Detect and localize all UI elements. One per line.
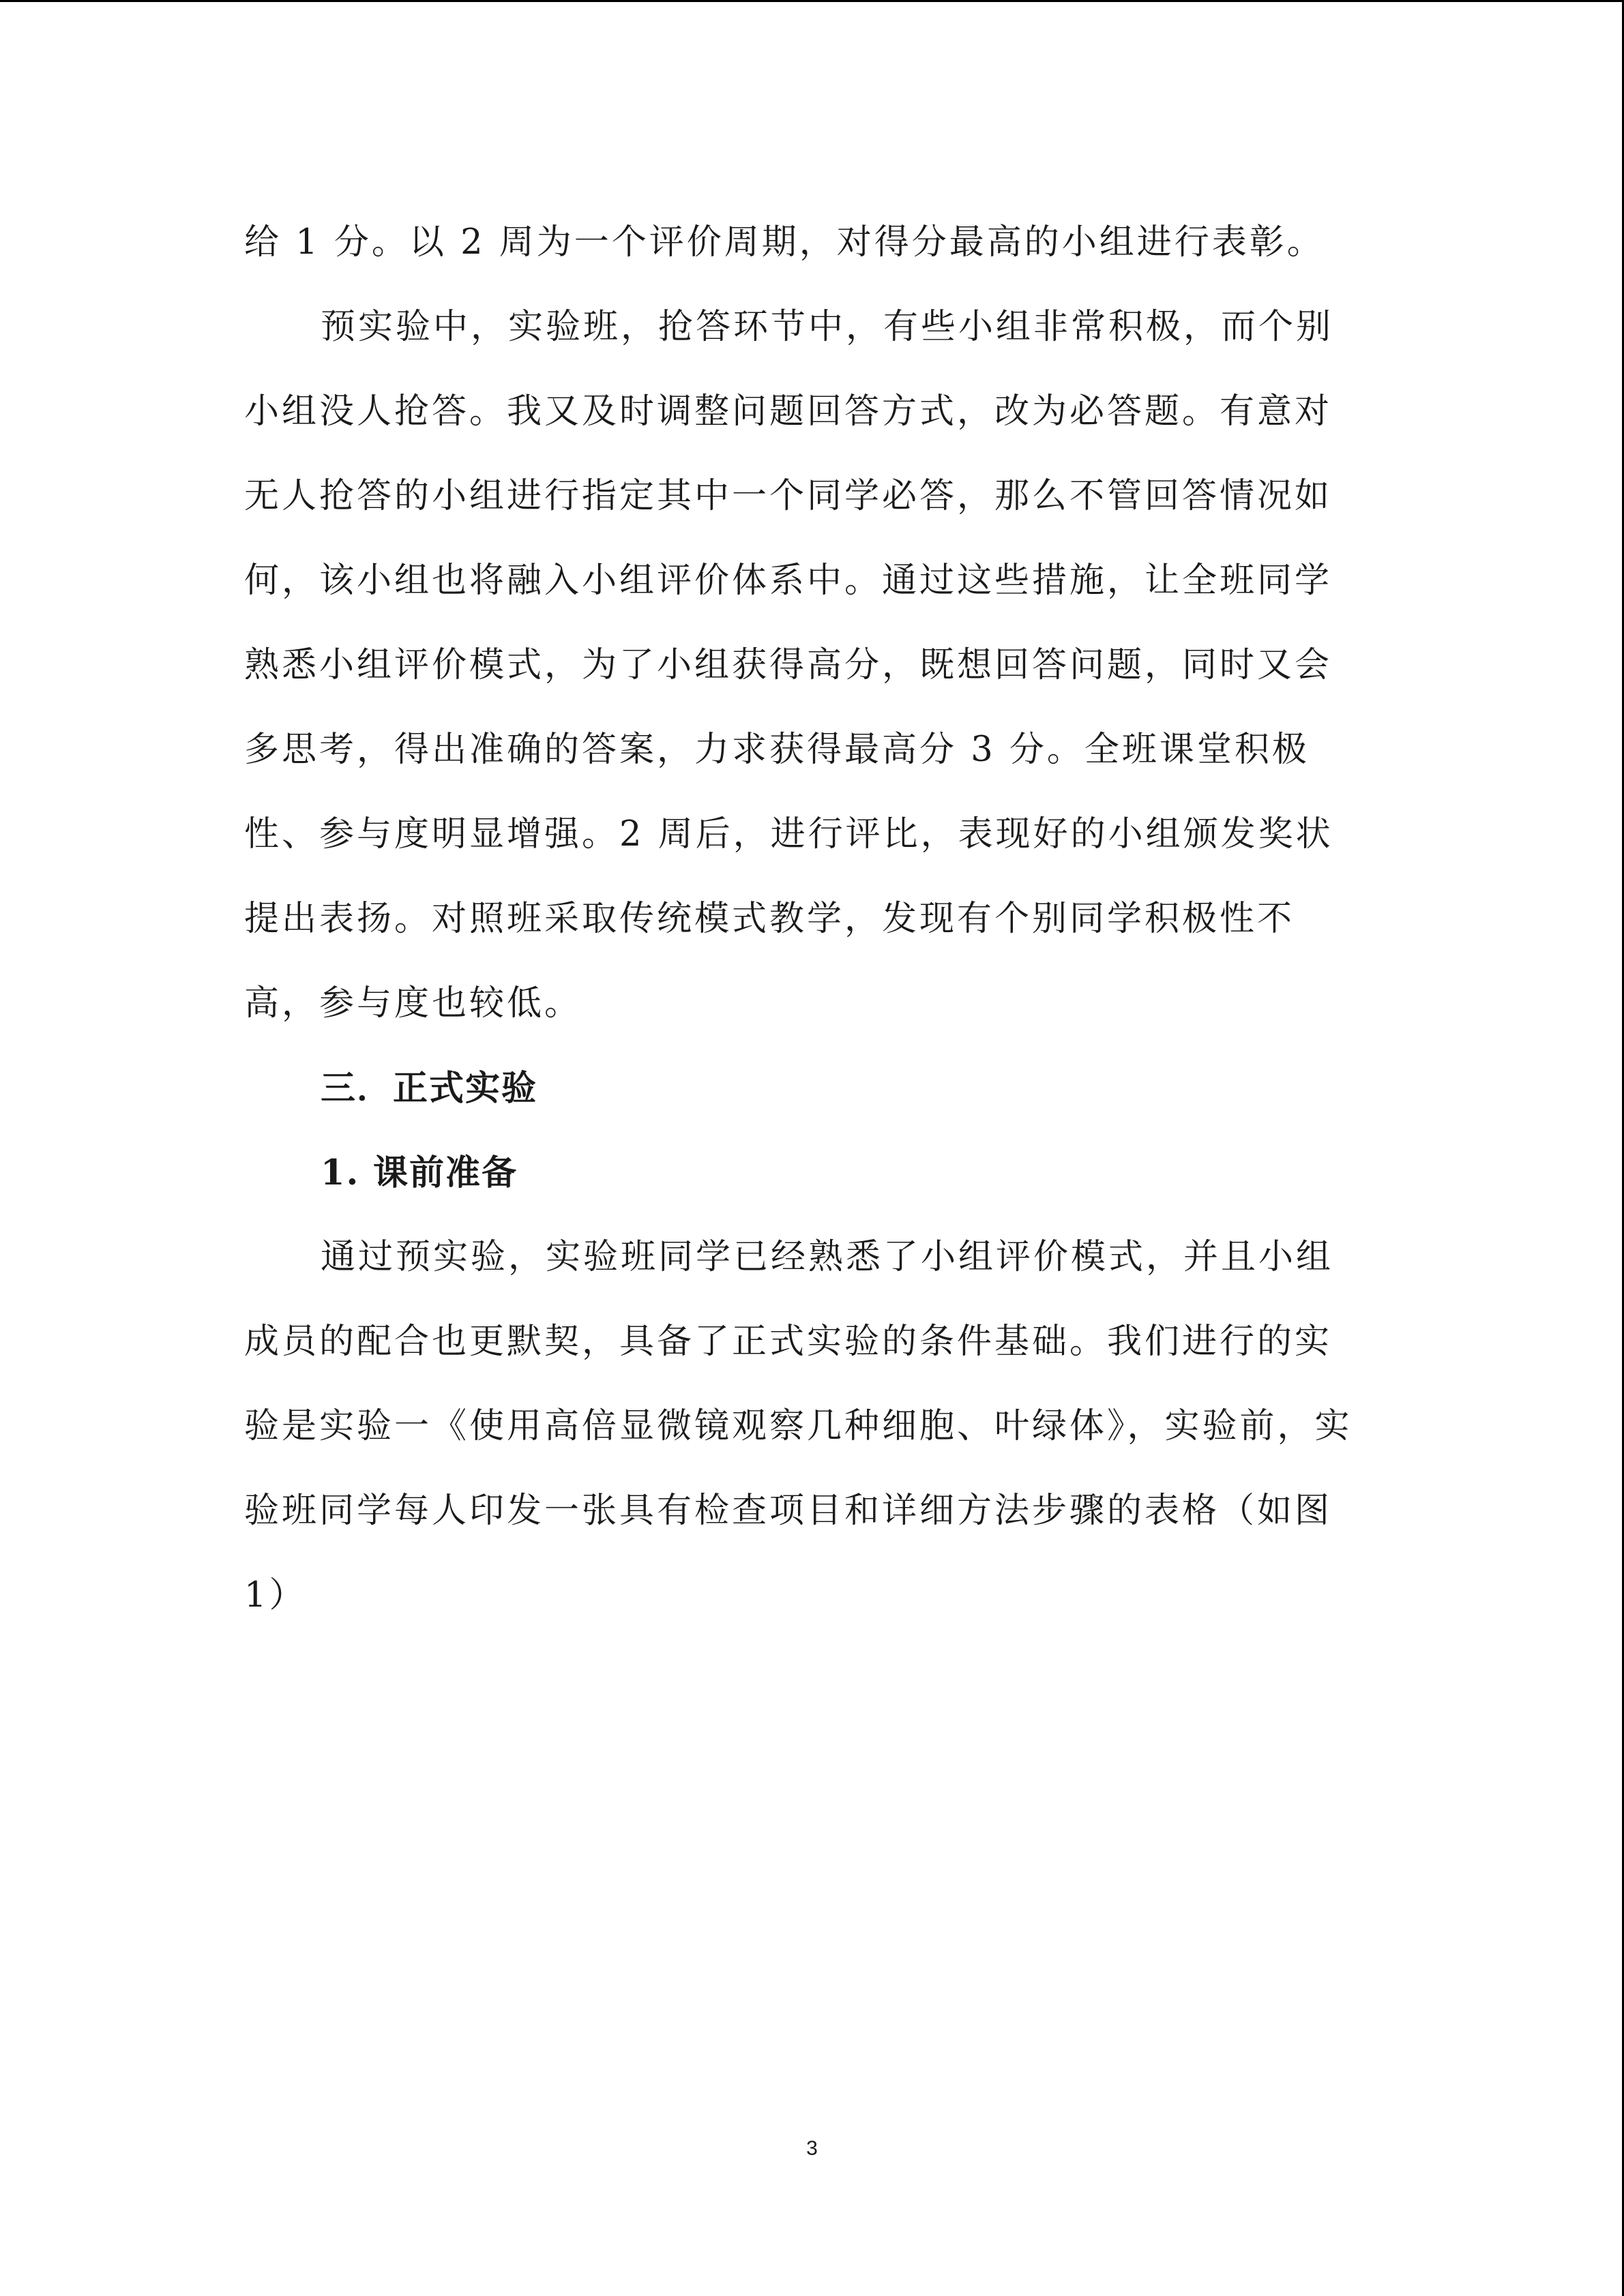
paragraph-line: 小组没人抢答。我又及时调整问题回答方式，改为必答题。有意对: [244, 391, 1333, 432]
paragraph-line: 高，参与度也较低。: [244, 983, 582, 1024]
paragraph-line: 预实验中，实验班，抢答环节中，有些小组非常积极，而个别: [321, 307, 1334, 347]
paragraph-line: 验是实验一《使用高倍显微镜观察几种细胞、叶绿体》，实验前，实: [244, 1406, 1353, 1446]
paragraph-line: 验班同学每人印发一张具有检查项目和详细方法步骤的表格（如图: [244, 1491, 1333, 1531]
paragraph-line: 何，该小组也将融入小组评价体系中。通过这些措施，让全班同学: [244, 561, 1333, 601]
paragraph-line: 提出表扬。对照班采取传统模式教学，发现有个别同学积极性不: [244, 899, 1295, 939]
paragraph-line: 成员的配合也更默契，具备了正式实验的条件基础。我们进行的实: [244, 1322, 1333, 1362]
paragraph-line: 性、参与度明显增强。2 周后，进行评比，表现好的小组颁发奖状: [244, 814, 1333, 854]
paragraph-line: 多思考，得出准确的答案，力求获得最高分 3 分。全班课堂积极: [244, 730, 1310, 770]
paragraph-line: 无人抢答的小组进行指定其中一个同学必答，那么不管回答情况如: [244, 476, 1333, 516]
paragraph-line: 1）: [244, 1575, 307, 1615]
paragraph-line: 给 1 分。以 2 周为一个评价周期，对得分最高的小组进行表彰。: [244, 222, 1325, 263]
section-heading: 三．正式实验: [321, 1068, 538, 1109]
page-number: 3: [806, 2137, 818, 2160]
paragraph-line: 通过预实验，实验班同学已经熟悉了小组评价模式，并且小组: [321, 1237, 1334, 1277]
subsection-heading: 1. 课前准备: [321, 1152, 518, 1193]
paragraph-line: 熟悉小组评价模式，为了小组获得高分，既想回答问题，同时又会: [244, 645, 1333, 685]
